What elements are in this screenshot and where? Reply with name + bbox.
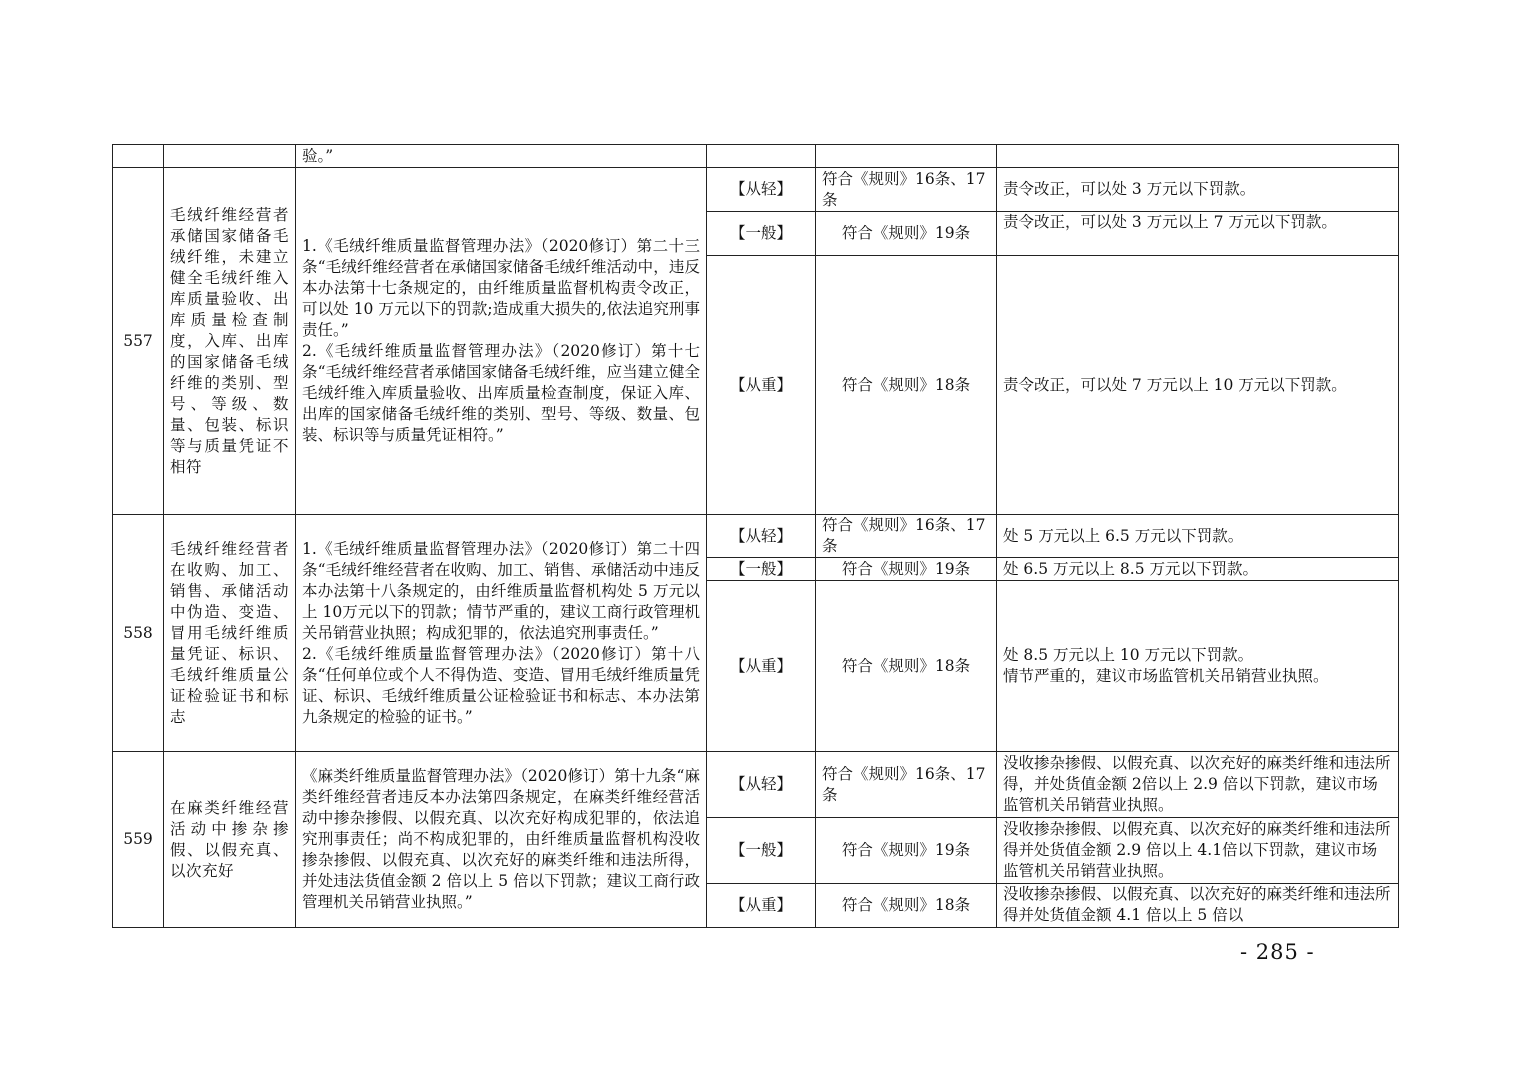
violation-description: 毛绒纤维经营者在收购、加工、销售、承储活动中伪造、变造、冒用毛绒纤维质量凭证、标识、毛绒纤维质量公证检验证书和标志 [164,515,296,752]
penalty-standard: 处 8.5 万元以上 10 万元以下罚款。 情节严重的，建议市场监管机关吊销营业执照。 [997,581,1399,752]
violation-description: 在麻类纤维经营活动中掺杂掺假、以假充真、以次充好 [164,752,296,928]
applicable-rule: 符合《规则》18条 [816,256,997,515]
penalty-standards-table [112,144,1399,928]
discretion-level: 【一般】 [707,212,816,256]
item-number: 557 [113,168,164,515]
legal-basis: 1.《毛绒纤维质量监督管理办法》（2020修订）第二十三条“毛绒纤维经营者在承储国家储备毛绒纤维活动中，违反本办法第十七条规定的，由纤维质量监督机构责令改正，可以处 10 万元以下的罚款;造成重大损失的,依法追究刑事责任。” 2.《毛绒纤维质量监督管理办法》（2020修订）第十七条“毛绒纤维经营者承储国家储备毛绒纤维，应当建立健全毛绒纤维入库质量验收、出库质量检查制度，保证入库、出库的国家储备毛绒纤维的类别、型号、等级、数量、包装、标识等与质量凭证相符。” [296,168,707,515]
discretion-level: 【从重】 [707,256,816,515]
penalty-standard: 责令改正，可以处 3 万元以下罚款。 [997,168,1399,212]
applicable-rule: 符合《规则》19条 [816,558,997,581]
discretion-level: 【从轻】 [707,168,816,212]
table-row [113,515,1399,558]
violation-description: 毛绒纤维经营者承储国家储备毛绒纤维，未建立健全毛绒纤维入库质量验收、出库质量检查制度，入库、出库的国家储备毛绒纤维的类别、型号、等级、数量、包装、标识等与质量凭证不相符 [164,168,296,515]
table-row-continuation [113,145,1399,168]
table-row [113,168,1399,212]
penalty-standard: 责令改正，可以处 7 万元以上 10 万元以下罚款。 [997,256,1399,515]
discretion-level: 【从重】 [707,884,816,928]
penalty-standard: 处 5 万元以上 6.5 万元以下罚款。 [997,515,1399,558]
applicable-rule: 符合《规则》16条、17条 [816,168,997,212]
legal-basis: 《麻类纤维质量监督管理办法》（2020修订）第十九条“麻类纤维经营者违反本办法第四条规定，在麻类纤维经营活动中掺杂掺假、以假充真、以次充好构成犯罪的，依法追究刑事责任；尚不构成犯罪的，由纤维质量监督机构没收掺杂掺假、以假充真、以次充好的麻类纤维和违法所得，并处违法货值金额 2 倍以上 5 倍以下罚款；建议工商行政管理机关吊销营业执照。” [296,752,707,928]
item-number: 559 [113,752,164,928]
level-cell [707,145,816,168]
discretion-level: 【从轻】 [707,515,816,558]
applicable-rule: 符合《规则》18条 [816,884,997,928]
applicable-rule: 符合《规则》16条、17条 [816,752,997,818]
act-cell [164,145,296,168]
page-number: - 285 - [1240,940,1315,964]
penalty-standard: 责令改正，可以处 3 万元以上 7 万元以下罚款。 [997,212,1399,256]
applicable-rule: 符合《规则》18条 [816,581,997,752]
rule-cell [816,145,997,168]
applicable-rule: 符合《规则》16条、17条 [816,515,997,558]
applicable-rule: 符合《规则》19条 [816,818,997,884]
discretion-level: 【从重】 [707,581,816,752]
penalty-standard: 没收掺杂掺假、以假充真、以次充好的麻类纤维和违法所得并处货值金额 4.1 倍以上 5 倍以 [997,884,1399,928]
item-number: 558 [113,515,164,752]
discretion-level: 【一般】 [707,558,816,581]
penalty-standard: 没收掺杂掺假、以假充真、以次充好的麻类纤维和违法所得，并处货值金额 2倍以上 2.9 倍以下罚款，建议市场监管机关吊销营业执照。 [997,752,1399,818]
number-cell [113,145,164,168]
applicable-rule: 符合《规则》19条 [816,212,997,256]
penalty-cell [997,145,1399,168]
penalty-standard: 处 6.5 万元以上 8.5 万元以下罚款。 [997,558,1399,581]
discretion-level: 【从轻】 [707,752,816,818]
penalty-standard: 没收掺杂掺假、以假充真、以次充好的麻类纤维和违法所得并处货值金额 2.9 倍以上 4.1倍以下罚款，建议市场监管机关吊销营业执照。 [997,818,1399,884]
table-row [113,752,1399,818]
legal-basis: 1.《毛绒纤维质量监督管理办法》（2020修订）第二十四条“毛绒纤维经营者在收购、加工、销售、承储活动中违反本办法第十八条规定的，由纤维质量监督机构处 5 万元以上 10万元以下的罚款；情节严重的，建议工商行政管理机关吊销营业执照；构成犯罪的，依法追究刑事责任。” 2.《毛绒纤维质量监督管理办法》（2020修订）第十八条“任何单位或个人不得伪造、变造、冒用毛绒纤维质量凭证、标识、毛绒纤维质量公证检验证书和标志、本办法第九条规定的检验的证书。” [296,515,707,752]
basis-cell: 验。” [296,145,707,168]
discretion-level: 【一般】 [707,818,816,884]
